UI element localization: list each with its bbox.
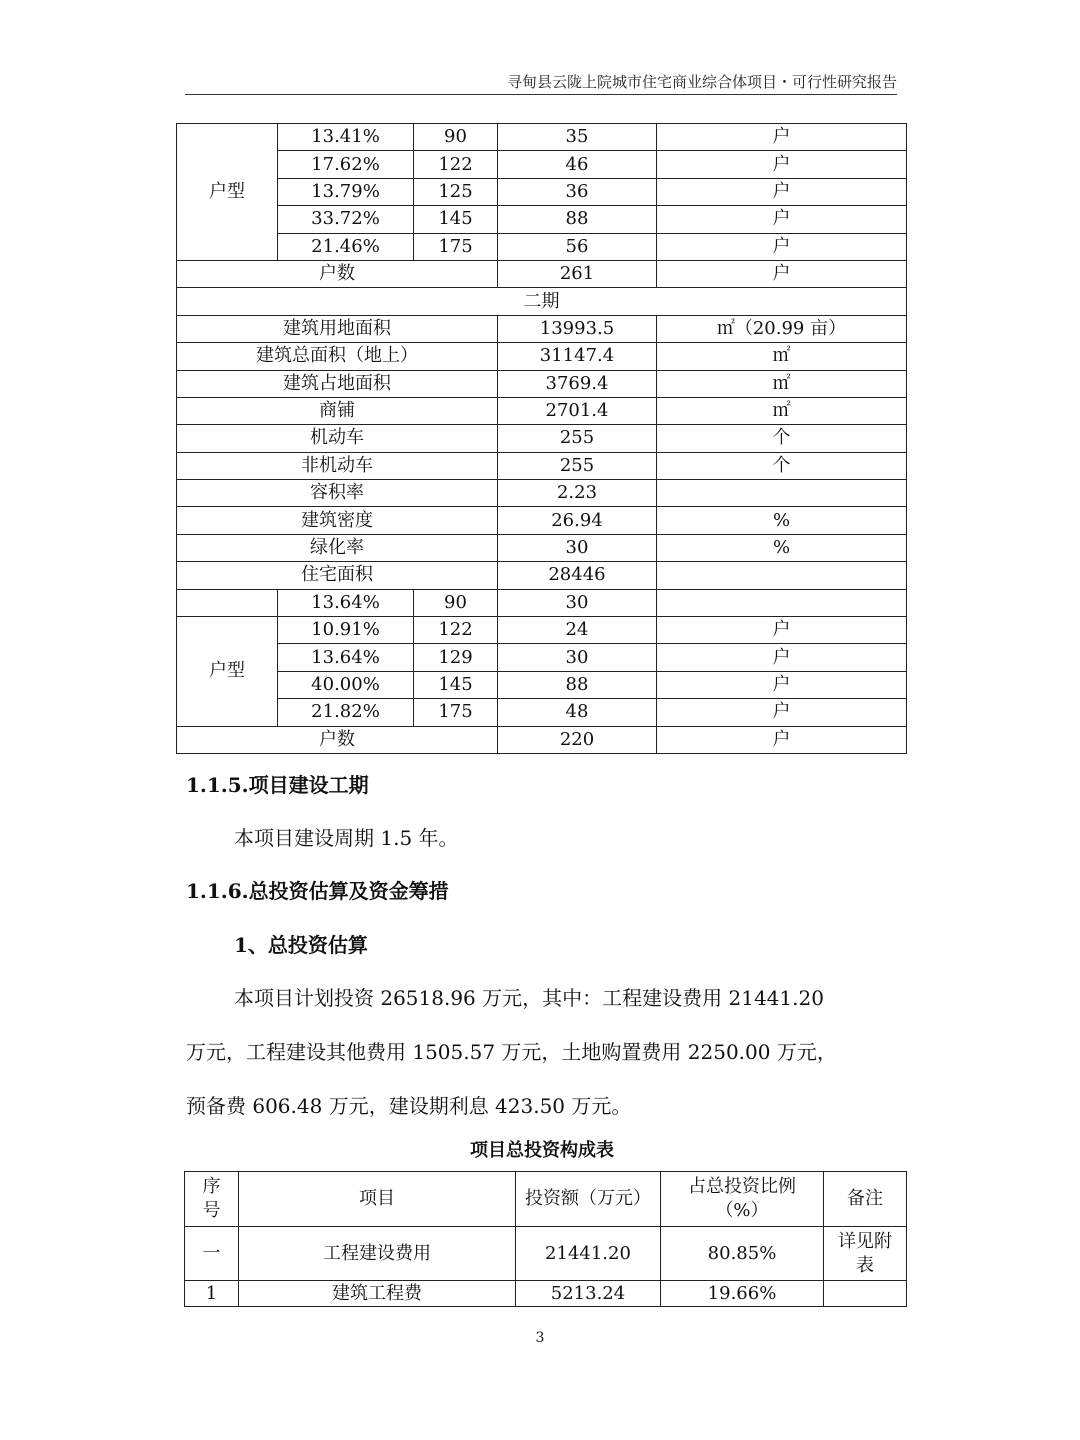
- table-row: [177, 343, 907, 370]
- table-row: [177, 617, 907, 644]
- table-cell: 175: [414, 233, 498, 260]
- metric-label: 非机动车: [177, 452, 498, 479]
- table-row: [185, 1227, 907, 1281]
- table-row: [177, 178, 907, 205]
- table-row: [177, 562, 907, 589]
- households-label: 户数: [177, 260, 498, 287]
- header-ratio-line: 占总投资比例: [688, 1176, 796, 1197]
- table-cell: 145: [414, 671, 498, 698]
- table-cell: 261: [498, 260, 657, 287]
- metric-unit: 个: [657, 452, 907, 479]
- paragraph-line: 本项目计划投资 26518.96 万元，其中：工程建设费用 21441.20: [234, 986, 824, 1010]
- metric-unit: ㎡: [657, 370, 907, 397]
- table-cell: 35: [498, 124, 657, 151]
- table-row: [177, 480, 907, 507]
- table-row: [177, 288, 907, 315]
- table-cell: 33.72%: [278, 206, 414, 233]
- table-header-row: [185, 1172, 907, 1227]
- table-cell: 145: [414, 206, 498, 233]
- metric-value: 30: [498, 534, 657, 561]
- table-cell-note: [824, 1227, 907, 1281]
- table-row: [177, 425, 907, 452]
- metric-unit: ㎡（20.99 亩）: [657, 315, 907, 342]
- table-cell: 129: [414, 644, 498, 671]
- table-row: [177, 726, 907, 753]
- header-item: 项目: [239, 1172, 516, 1227]
- table-cell: 122: [414, 617, 498, 644]
- table-cell: 220: [498, 726, 657, 753]
- table-cell: 56: [498, 233, 657, 260]
- table-row: [177, 644, 907, 671]
- table-cell: 19.66%: [661, 1281, 824, 1307]
- phase2-title: 二期: [177, 288, 907, 315]
- table-row: [177, 589, 907, 616]
- table-cell: 17.62%: [278, 151, 414, 178]
- table-cell: 工程建设费用: [239, 1227, 516, 1281]
- note-line: 详见附: [838, 1230, 892, 1252]
- metric-label: 商铺: [177, 397, 498, 424]
- unit-type-label: 户型: [177, 124, 278, 261]
- metric-label: 建筑密度: [177, 507, 498, 534]
- table-cell: 40.00%: [278, 671, 414, 698]
- table-cell: 175: [414, 699, 498, 726]
- metric-unit: 个: [657, 425, 907, 452]
- table-row: [177, 397, 907, 424]
- construction-period-text: 本项目建设周期 1.5 年。: [234, 826, 459, 850]
- table-cell: 户: [657, 671, 907, 698]
- metric-value: 255: [498, 452, 657, 479]
- table-row: [177, 534, 907, 561]
- header-title: 寻甸县云陇上院城市住宅商业综合体项目・可行性研究报告: [506, 73, 897, 91]
- table-cell: 46: [498, 151, 657, 178]
- table-cell: 1: [185, 1281, 239, 1307]
- paragraph-line: 预备费 606.48 万元，建设期利息 423.50 万元。: [186, 1094, 632, 1118]
- metric-label: 机动车: [177, 425, 498, 452]
- table-cell: 90: [414, 124, 498, 151]
- header-note: 备注: [824, 1172, 907, 1227]
- table-cell: 户: [657, 124, 907, 151]
- metric-unit: ㎡: [657, 397, 907, 424]
- table-row: [177, 233, 907, 260]
- table-cell: 80.85%: [661, 1227, 824, 1281]
- table-cell: 88: [498, 206, 657, 233]
- table-cell: 13.41%: [278, 124, 414, 151]
- metric-value: 13993.5: [498, 315, 657, 342]
- metric-value: 28446: [498, 562, 657, 589]
- table-cell: 21441.20: [516, 1227, 661, 1281]
- table-row: [177, 370, 907, 397]
- table-cell: 建筑工程费: [239, 1281, 516, 1307]
- metric-unit: %: [657, 534, 907, 561]
- paragraph-line: 万元，工程建设其他费用 1505.57 万元，土地购置费用 2250.00 万元，: [186, 1040, 837, 1064]
- metric-unit: %: [657, 507, 907, 534]
- table-caption: 项目总投资构成表: [470, 1140, 614, 1161]
- table-cell: 户: [657, 617, 907, 644]
- metric-unit: ㎡: [657, 343, 907, 370]
- metric-label: 建筑用地面积: [177, 315, 498, 342]
- metric-value: 255: [498, 425, 657, 452]
- metric-unit: [657, 480, 907, 507]
- table-cell: 90: [414, 589, 498, 616]
- page-header: [185, 70, 897, 95]
- table-cell: 户: [657, 233, 907, 260]
- table-cell: 13.64%: [278, 644, 414, 671]
- table-cell: 10.91%: [278, 617, 414, 644]
- metric-value: 26.94: [498, 507, 657, 534]
- section-heading-1-1-5: 1.1.5.项目建设工期: [186, 773, 369, 797]
- table-cell: 125: [414, 178, 498, 205]
- metric-label: 绿化率: [177, 534, 498, 561]
- table-cell: 户: [657, 151, 907, 178]
- table-cell: 30: [498, 644, 657, 671]
- subheading-investment-estimate: 1、总投资估算: [234, 933, 368, 957]
- table-row: [185, 1281, 907, 1307]
- table-row: [177, 260, 907, 287]
- table-row: [177, 315, 907, 342]
- note-line: 表: [856, 1254, 874, 1276]
- table-row: [177, 124, 907, 151]
- investment-paragraph: [186, 983, 898, 1121]
- metric-value: 3769.4: [498, 370, 657, 397]
- metric-label: 建筑占地面积: [177, 370, 498, 397]
- table-row: [177, 452, 907, 479]
- header-no-line: 号: [202, 1200, 221, 1221]
- table-cell: 13.64%: [278, 589, 414, 616]
- metric-value: 31147.4: [498, 343, 657, 370]
- table-cell: [177, 589, 278, 616]
- table-cell: 户: [657, 699, 907, 726]
- table-cell: 户: [657, 726, 907, 753]
- metric-label: 建筑总面积（地上）: [177, 343, 498, 370]
- table-row: [177, 151, 907, 178]
- section-heading-1-1-6: 1.1.6.总投资估算及资金筹措: [186, 879, 449, 903]
- table-cell: 户: [657, 260, 907, 287]
- table-cell: 21.46%: [278, 233, 414, 260]
- table-cell: 5213.24: [516, 1281, 661, 1307]
- project-indicators-table: [176, 123, 907, 754]
- table-cell: 户: [657, 206, 907, 233]
- table-cell: 13.79%: [278, 178, 414, 205]
- table-row: [177, 699, 907, 726]
- table-cell: [657, 589, 907, 616]
- table-cell: 户: [657, 178, 907, 205]
- metric-value: 2.23: [498, 480, 657, 507]
- table-cell: 122: [414, 151, 498, 178]
- metric-value: 2701.4: [498, 397, 657, 424]
- header-no: [185, 1172, 239, 1227]
- table-cell: 21.82%: [278, 699, 414, 726]
- households-label: 户数: [177, 726, 498, 753]
- table-cell: 户: [657, 644, 907, 671]
- metric-label: 住宅面积: [177, 562, 498, 589]
- table-cell: 48: [498, 699, 657, 726]
- table-cell: [824, 1281, 907, 1307]
- table-row: [177, 671, 907, 698]
- header-ratio: [661, 1172, 824, 1227]
- header-no-line: 序: [202, 1176, 221, 1197]
- header-amount: 投资额（万元）: [516, 1172, 661, 1227]
- header-ratio-line: （%）: [715, 1200, 769, 1221]
- table-cell: 24: [498, 617, 657, 644]
- table-cell: 36: [498, 178, 657, 205]
- unit-type-label: 户型: [177, 617, 278, 727]
- metric-label: 容积率: [177, 480, 498, 507]
- table-cell: 30: [498, 589, 657, 616]
- metric-unit: [657, 562, 907, 589]
- page-number: 3: [535, 1330, 545, 1346]
- table-cell: 一: [185, 1227, 239, 1281]
- investment-composition-table: [184, 1171, 907, 1307]
- table-row: [177, 206, 907, 233]
- table-cell: 88: [498, 671, 657, 698]
- table-row: [177, 507, 907, 534]
